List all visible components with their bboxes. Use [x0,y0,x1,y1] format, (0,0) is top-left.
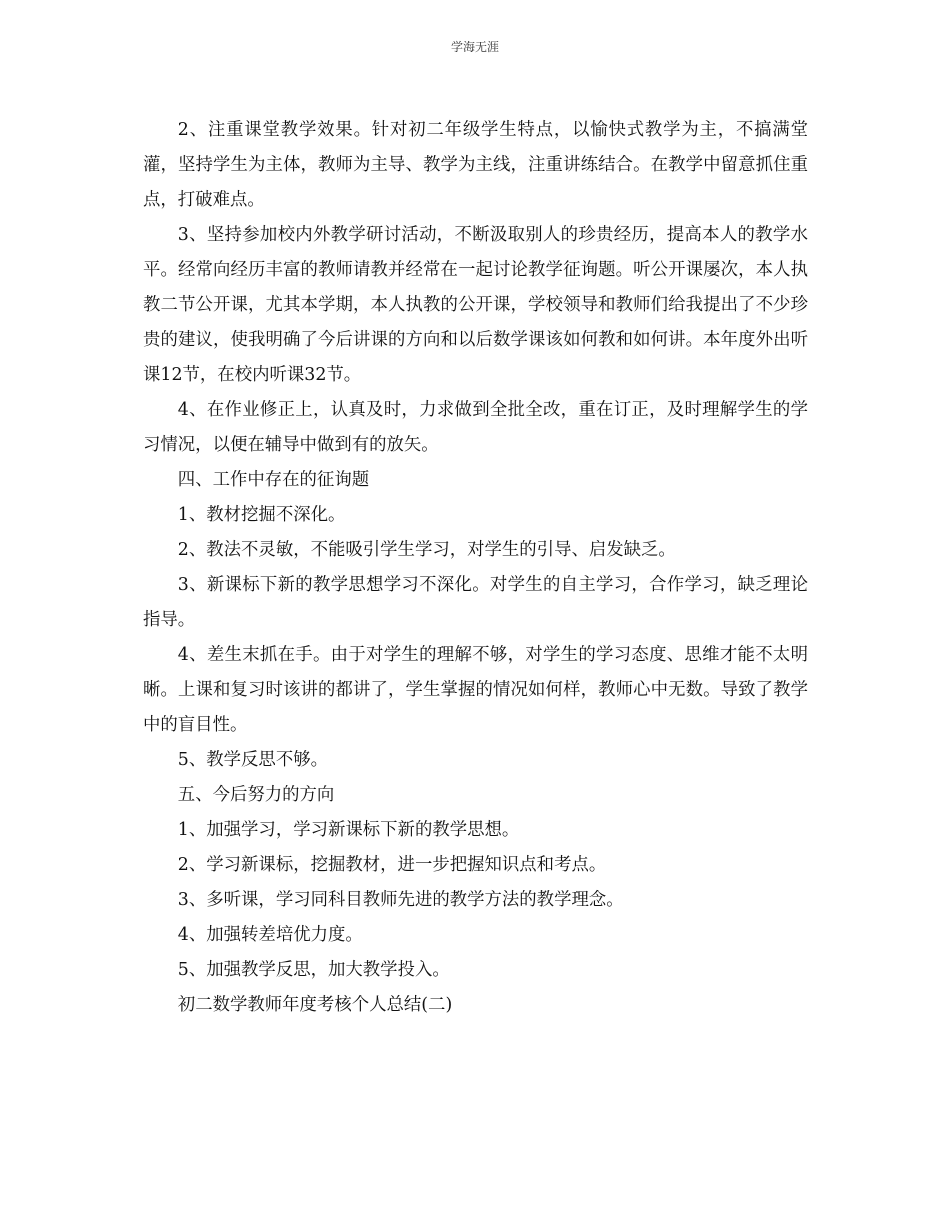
page-header: 学海无涯 [450,40,499,54]
paragraph: 3、新课标下新的教学思想学习不深化。对学生的自主学习，合作学习，缺乏理论指导。 [143,575,808,630]
section-heading: 四、工作中存在的征询题 [177,470,370,490]
paragraph: 5、加强教学反思，加大教学投入。 [177,960,450,980]
paragraph: 4、差生末抓在手。由于对学生的理解不够，对学生的学习态度、思维才能不太明晰。上课和复习时该讲的都讲了，学生掌握的情况如何样，教师心中无数。导致了教学中的盲目性。 [143,645,808,735]
paragraph: 5、教学反思不够。 [177,750,328,770]
paragraph: 4、加强转差培优力度。 [177,925,363,945]
paragraph: 1、教材挖掘不深化。 [177,505,346,525]
paragraph: 4、在作业修正上，认真及时，力求做到全批全改，重在订正，及时理解学生的学习情况，以便在辅导中做到有的放矢。 [143,400,808,455]
paragraph: 2、学习新课标，挖掘教材，进一步把握知识点和考点。 [177,855,607,875]
paragraph: 3、坚持参加校内外教学研讨活动，不断汲取别人的珍贵经历，提高本人的教学水平。经常向经历丰富的教师请教并经常在一起讨论教学征询题。听公开课屡次，本人执教二节公开课，尤其本学期，本人执教的公开课，学校领导和教师们给我提出了不少珍贵的建议，使我明确了今后讲课的方向和以后数学课该如何教和如何讲。本年度外出听课12节，在校内听课32节。 [143,225,808,385]
paragraph: 1、加强学习，学习新课标下新的教学思想。 [177,820,520,840]
paragraph: 2、教法不灵敏，不能吸引学生学习，对学生的引导、启发缺乏。 [177,540,676,560]
paragraph: 3、多听课，学习同科目教师先进的教学方法的教学理念。 [177,890,624,910]
document-subtitle: 初二数学教师年度考核个人总结(二) [177,995,453,1015]
section-heading: 五、今后努力的方向 [177,785,335,805]
paragraph: 2、注重课堂教学效果。针对初二年级学生特点，以愉快式教学为主，不搞满堂灌，坚持学生为主体，教师为主导、教学为主线，注重讲练结合。在教学中留意抓住重点，打破难点。 [143,120,808,210]
document-body [143,113,808,1023]
